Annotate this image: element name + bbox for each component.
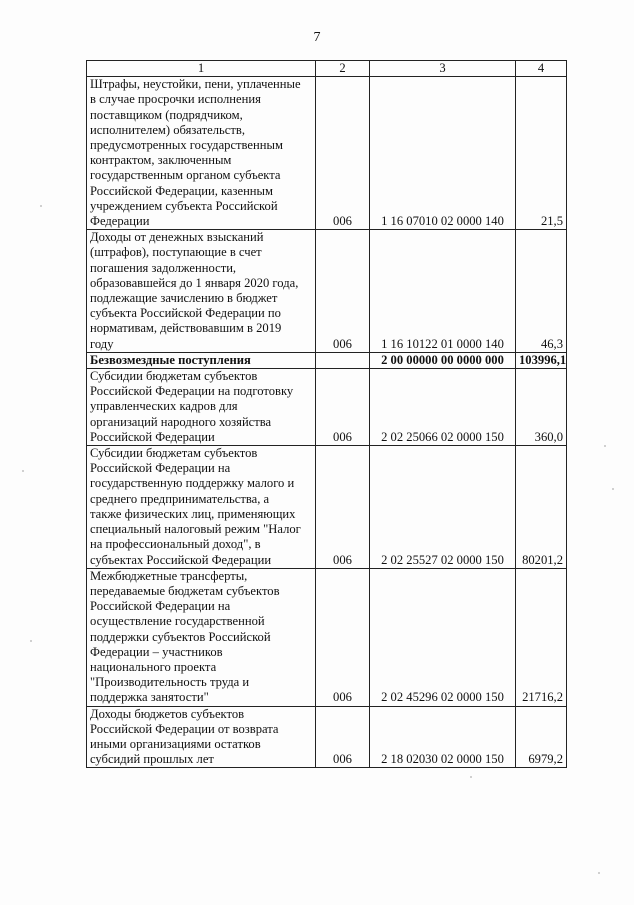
row-admin-code: 006 bbox=[316, 568, 370, 706]
row-admin-code bbox=[316, 352, 370, 368]
column-header-4: 4 bbox=[516, 61, 567, 77]
table-row bbox=[87, 706, 567, 768]
row-name: Доходы бюджетов субъектов Российской Федерации от возврата иными организациями остатков субсидий прошлых лет bbox=[87, 706, 316, 768]
row-admin-code: 006 bbox=[316, 369, 370, 446]
scan-speck bbox=[30, 640, 32, 642]
page-number: 7 bbox=[313, 30, 321, 45]
revenue-table bbox=[86, 60, 567, 768]
row-amount: 103996,1 bbox=[516, 352, 567, 368]
column-header-3: 3 bbox=[370, 61, 516, 77]
row-name: Штрафы, неустойки, пени, уплаченные в случае просрочки исполнения поставщиком (подрядчиком, исполнителем) обязательств, предусмотренных государственным контрактом, заключенным государственным органом субъекта Российской Федерации, казенным учреждением субъекта Российской Федерации bbox=[87, 77, 316, 230]
scan-speck bbox=[470, 776, 472, 778]
table-row bbox=[87, 568, 567, 706]
row-admin-code: 006 bbox=[316, 446, 370, 569]
column-header-2: 2 bbox=[316, 61, 370, 77]
header-row bbox=[87, 61, 567, 77]
scan-speck bbox=[612, 488, 614, 490]
scan-speck bbox=[40, 205, 42, 207]
table-row bbox=[87, 77, 567, 230]
row-amount: 6979,2 bbox=[516, 706, 567, 768]
column-header-1: 1 bbox=[87, 61, 316, 77]
row-amount: 21,5 bbox=[516, 77, 567, 230]
row-budget-code: 1 16 07010 02 0000 140 bbox=[370, 77, 516, 230]
scan-speck bbox=[598, 872, 600, 874]
scan-speck bbox=[604, 445, 606, 447]
row-admin-code: 006 bbox=[316, 706, 370, 768]
row-budget-code: 2 02 25527 02 0000 150 bbox=[370, 446, 516, 569]
row-amount: 46,3 bbox=[516, 230, 567, 353]
row-amount: 360,0 bbox=[516, 369, 567, 446]
row-budget-code: 2 02 25066 02 0000 150 bbox=[370, 369, 516, 446]
row-budget-code: 2 00 00000 00 0000 000 bbox=[370, 352, 516, 368]
row-admin-code: 006 bbox=[316, 77, 370, 230]
row-name: Субсидии бюджетам субъектов Российской Федерации на государственную поддержку малого и среднего предпринимательства, а также физических лиц, применяющих специальный налоговый режим "Налог на профессиональный доход", в субъектах Российской Федерации bbox=[87, 446, 316, 569]
row-name: Межбюджетные трансферты, передаваемые бюджетам субъектов Российской Федерации на осуществление государственной поддержки субъектов Российской Федерации – участников национального проекта "Производительность труда и поддержка занятости" bbox=[87, 568, 316, 706]
row-amount: 80201,2 bbox=[516, 446, 567, 569]
row-name: Доходы от денежных взысканий (штрафов), поступающие в счет погашения задолженности, образовавшейся до 1 января 2020 года, подлежащие зачислению в бюджет субъекта Российской Федерации по нормативам, действовавшим в 2019 году bbox=[87, 230, 316, 353]
row-amount: 21716,2 bbox=[516, 568, 567, 706]
row-name: Безвозмездные поступления bbox=[87, 352, 316, 368]
row-name: Субсидии бюджетам субъектов Российской Федерации на подготовку управленческих кадров для организаций народного хозяйства Российской Федерации bbox=[87, 369, 316, 446]
scan-speck bbox=[22, 470, 24, 472]
row-budget-code: 2 02 45296 02 0000 150 bbox=[370, 568, 516, 706]
row-budget-code: 1 16 10122 01 0000 140 bbox=[370, 230, 516, 353]
table-row bbox=[87, 446, 567, 569]
table-row bbox=[87, 369, 567, 446]
row-budget-code: 2 18 02030 02 0000 150 bbox=[370, 706, 516, 768]
row-admin-code: 006 bbox=[316, 230, 370, 353]
table-row-total bbox=[87, 352, 567, 368]
table-row bbox=[87, 230, 567, 353]
